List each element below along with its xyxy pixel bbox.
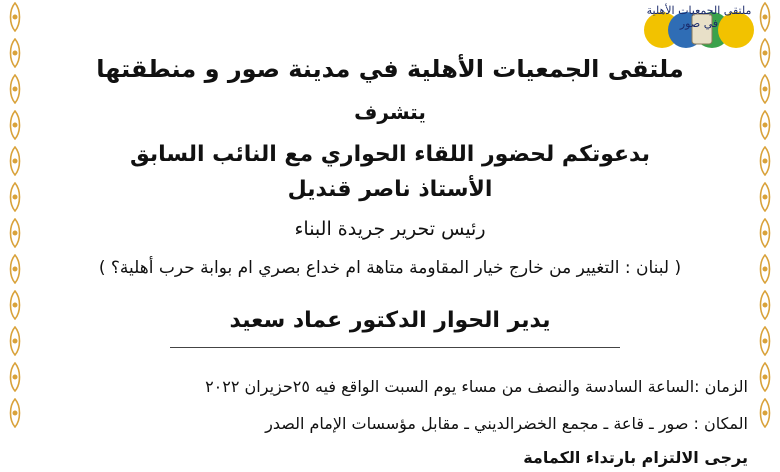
diamond-ornament-icon <box>754 110 776 140</box>
diamond-ornament-icon <box>4 38 26 68</box>
diamond-ornament-icon <box>754 362 776 392</box>
diamond-ornament-icon <box>4 362 26 392</box>
diamond-ornament-icon <box>4 74 26 104</box>
invitation-text: بدعوتكم لحضور اللقاء الحواري مع النائب السابق <box>129 142 651 167</box>
diamond-ornament-icon <box>4 2 26 32</box>
diamond-ornament-icon <box>754 146 776 176</box>
diamond-ornament-icon <box>754 218 776 248</box>
diamond-ornament-icon <box>754 326 776 356</box>
diamond-ornament-icon <box>754 290 776 320</box>
event-place: المكان : صور ـ قاعة ـ مجمع الخضرالديني ـ مقابل مؤسسات الإمام الصدر <box>265 414 748 433</box>
logo-text: ملتقى الجمعيات الأهلية في صور <box>646 4 752 30</box>
diamond-ornament-icon <box>754 254 776 284</box>
left-ornament-border <box>2 0 28 472</box>
right-ornament-border <box>752 0 778 472</box>
diamond-ornament-icon <box>754 74 776 104</box>
diamond-ornament-icon <box>754 182 776 212</box>
moderator: يدير الحوار الدكتور عماد سعيد <box>229 308 551 333</box>
diamond-ornament-icon <box>4 326 26 356</box>
diamond-ornament-icon <box>4 398 26 428</box>
invitation-honor: يتشرف <box>354 100 426 124</box>
diamond-ornament-icon <box>4 110 26 140</box>
diamond-ornament-icon <box>4 146 26 176</box>
diamond-ornament-icon <box>754 398 776 428</box>
invitation-title: ملتقى الجمعيات الأهلية في مدينة صور و منطقتها <box>96 55 684 83</box>
diamond-ornament-icon <box>4 290 26 320</box>
diamond-ornament-icon <box>4 254 26 284</box>
diamond-ornament-icon <box>4 218 26 248</box>
mask-note: يرجى الالتزام بارتداء الكمامة <box>523 448 748 467</box>
divider <box>170 347 620 348</box>
speaker-name: الأستاذ ناصر قنديل <box>287 177 493 202</box>
event-time: الزمان :الساعة السادسة والنصف من مساء يوم السبت الواقع فيه ٢٥حزيران ٢٠٢٢ <box>205 377 748 396</box>
diamond-ornament-icon <box>4 182 26 212</box>
speaker-role: رئيس تحرير جريدة البناء <box>294 218 486 240</box>
session-topic: ( لبنان : التغيير من خارج خيار المقاومة متاهة ام خداع بصري ام بوابة حرب أهلية؟ ) <box>98 258 682 278</box>
